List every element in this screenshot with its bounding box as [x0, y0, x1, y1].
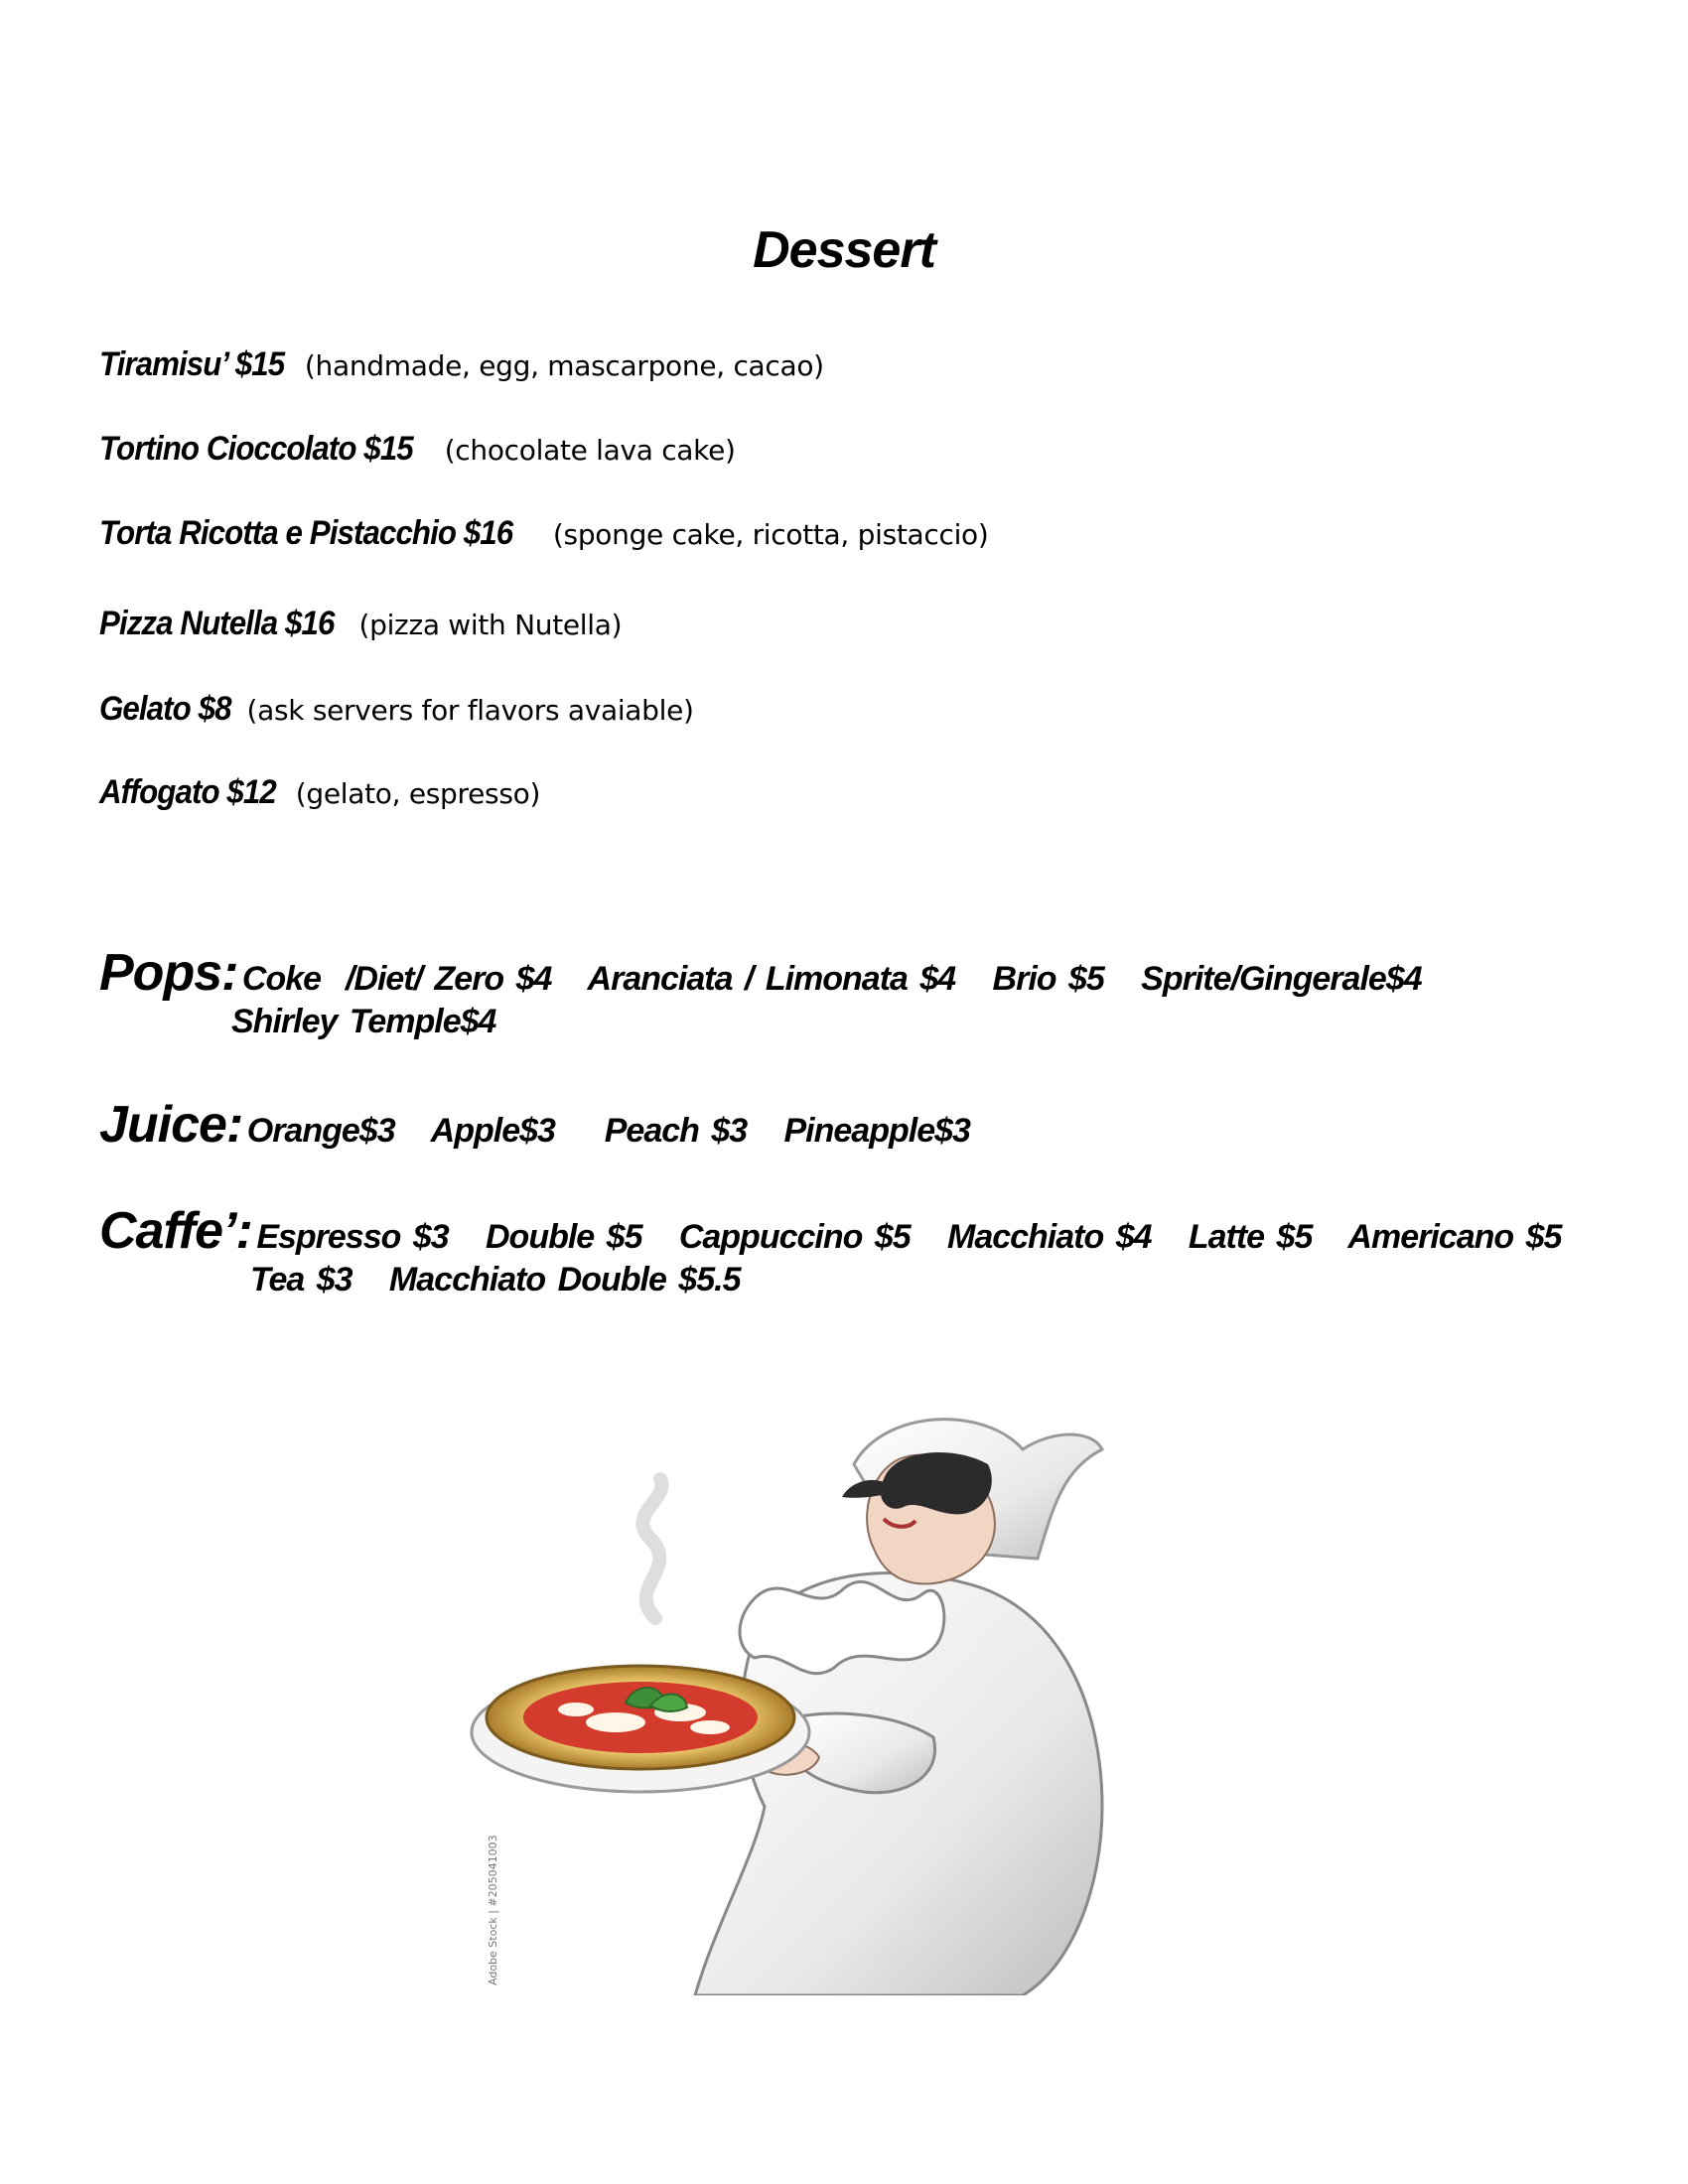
dessert-description: (pizza with Nutella)	[358, 609, 623, 641]
page-title: Dessert	[753, 221, 935, 279]
juice-items: Orange$3 Apple$3 Peach $3 Pineapple$3	[246, 1112, 970, 1150]
dessert-item	[99, 773, 540, 812]
dessert-description: (sponge cake, ricotta, pistaccio)	[552, 518, 989, 551]
steam-icon	[642, 1479, 661, 1618]
dessert-name-price: Tiramisu’ $15	[99, 345, 285, 383]
dessert-item	[99, 605, 622, 643]
dessert-description: (chocolate lava cake)	[444, 434, 736, 467]
dessert-description: (handmade, egg, mascarpone, cacao)	[304, 349, 824, 382]
dessert-name-price: Affogato $12	[99, 773, 276, 811]
dessert-name-price: Tortino Cioccolato $15	[99, 430, 413, 468]
dessert-name-price: Torta Ricotta e Pistacchio $16	[99, 514, 513, 552]
caffe-items: Espresso $3 Double $5 Cappuccino $5 Macchiato $4 Latte $5 Americano $5	[256, 1218, 1562, 1256]
juice-section	[99, 1095, 970, 1155]
dessert-name-price: Gelato $8	[99, 690, 231, 728]
dessert-description: (ask servers for flavors avaiable)	[246, 694, 694, 727]
juice-label: Juice:	[99, 1096, 243, 1154]
caffe-section	[99, 1201, 1561, 1261]
mozzarella-shape	[558, 1703, 594, 1716]
pulcinella-pizza-illustration	[467, 1390, 1221, 1995]
dessert-item	[99, 690, 694, 729]
pops-items: Coke /Diet/ Zero $4 Aranciata / Limonata $4 Brio $5 Sprite/Gingerale$4	[241, 960, 1422, 998]
mozzarella-shape	[586, 1712, 645, 1732]
dessert-description: (gelato, espresso)	[295, 777, 541, 810]
mozzarella-shape	[690, 1720, 730, 1734]
pops-section	[99, 943, 1422, 1003]
caffe-label: Caffe’:	[99, 1202, 252, 1260]
pops-items-continued: Shirley Temple$4	[231, 1003, 496, 1040]
caffe-items-continued: Tea $3 Macchiato Double $5.5	[250, 1261, 741, 1298]
stock-watermark: Adobe Stock | #205041003	[487, 1835, 499, 1985]
pops-label: Pops:	[99, 944, 238, 1002]
dessert-item	[99, 345, 824, 384]
dessert-item	[99, 430, 736, 469]
dessert-item	[99, 514, 989, 553]
dessert-name-price: Pizza Nutella $16	[99, 605, 335, 642]
